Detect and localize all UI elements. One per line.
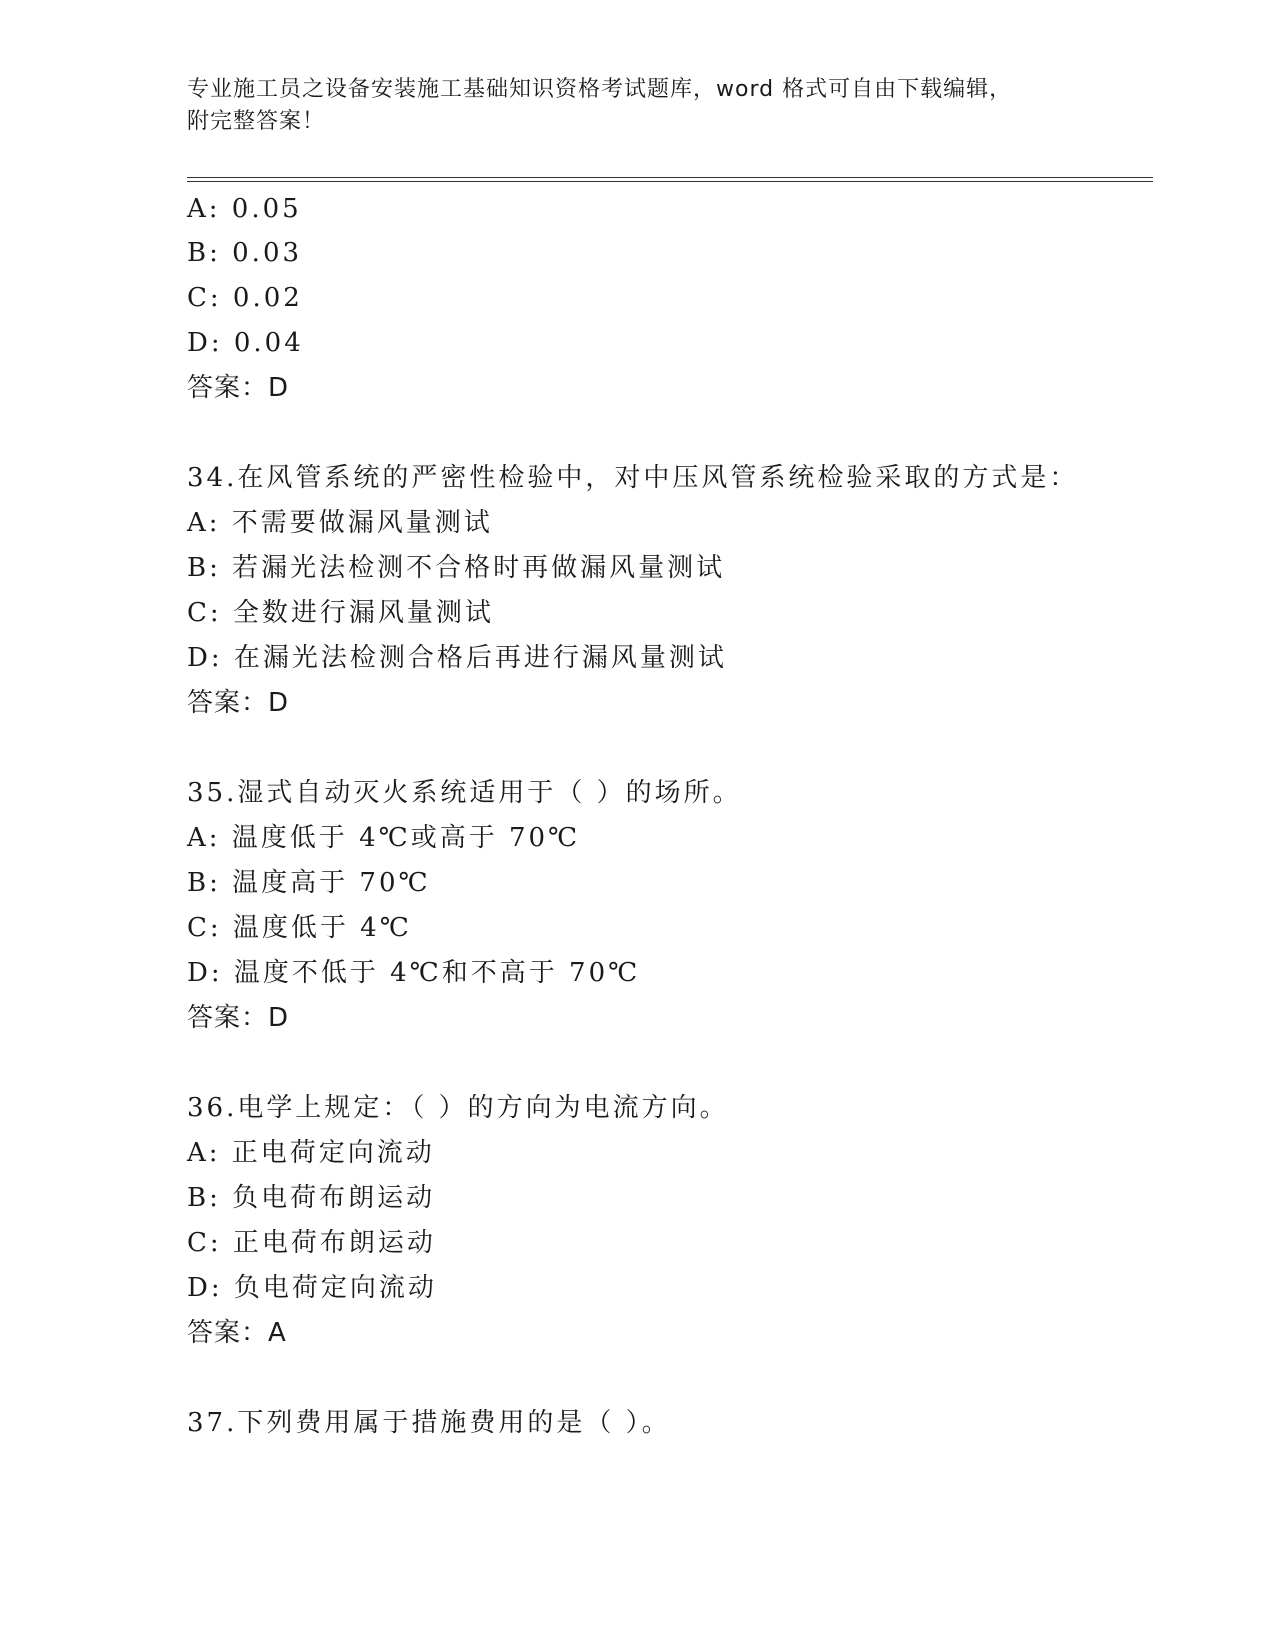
q34-answer: 答案：D <box>187 688 290 718</box>
q34-option-d: D: 在漏光法检测合格后再进行漏风量测试 <box>187 643 727 673</box>
q35-option-b: B: 温度高于 70℃ <box>187 868 431 898</box>
header-divider-bottom <box>187 181 1153 182</box>
q33-answer: 答案：D <box>187 373 290 403</box>
q34-option-c: C: 全数进行漏风量测试 <box>187 598 494 628</box>
q34-option-a: A: 不需要做漏风量测试 <box>187 508 493 538</box>
q36-option-c: C: 正电荷布朗运动 <box>187 1228 436 1258</box>
q33-option-a: A: 0.05 <box>187 194 302 224</box>
document-header <box>187 74 1087 138</box>
q35-option-a: A: 温度低于 4℃或高于 70℃ <box>187 823 581 853</box>
q37-question: 37.下列费用属于措施费用的是（ ）。 <box>187 1408 671 1438</box>
q36-question: 36.电学上规定：（ ）的方向为电流方向。 <box>187 1093 729 1123</box>
q33-option-d: D: 0.04 <box>187 328 304 358</box>
q35-question: 35.湿式自动灭火系统适用于（ ）的场所。 <box>187 778 742 808</box>
q35-answer: 答案：D <box>187 1003 290 1033</box>
header-divider-top <box>187 177 1153 178</box>
q33-option-c: C: 0.02 <box>187 283 303 313</box>
q34-question: 34.在风管系统的严密性检验中，对中压风管系统检验采取的方式是： <box>187 463 1079 493</box>
q35-option-d: D: 温度不低于 4℃和不高于 70℃ <box>187 958 641 988</box>
header-line-1: 专业施工员之设备安装施工基础知识资格考试题库，word 格式可自由下载编辑， <box>187 77 1013 102</box>
q36-option-d: D: 负电荷定向流动 <box>187 1273 437 1303</box>
q35-option-c: C: 温度低于 4℃ <box>187 913 412 943</box>
q36-option-a: A: 正电荷定向流动 <box>187 1138 435 1168</box>
q34-option-b: B: 若漏光法检测不合格时再做漏风量测试 <box>187 553 726 583</box>
q36-answer: 答案：A <box>187 1318 287 1348</box>
q33-option-b: B: 0.03 <box>187 238 303 268</box>
header-line-2: 附完整答案！ <box>187 109 326 134</box>
q36-option-b: B: 负电荷布朗运动 <box>187 1183 436 1213</box>
